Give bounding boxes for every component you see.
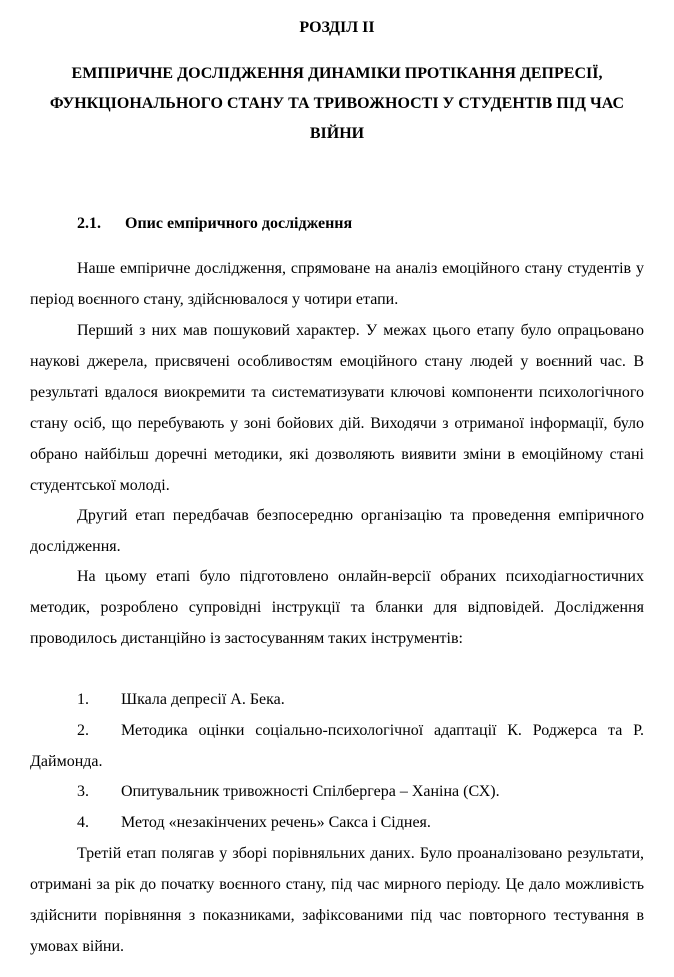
paragraph-4: На цьому етапі було підготовлено онлайн-версії обраних психодіагностичних методик, розроблено супровідні інструкції та бланки для відповідей. Дослідження проводилось дистанційно із застосуванням таких інструментів: (30, 568, 644, 647)
list-item-number: 1. (77, 691, 89, 708)
list-item-3 (30, 776, 644, 807)
paragraph-2: Перший з них мав пошуковий характер. У межах цього етапу було опрацьовано наукові джерела, присвячені особливостям емоційного стану людей у воєнний час. В результаті вдалося виокремити та систематизувати ключові компоненти психологічного стану осіб, що перебувають у зоні бойових дій. Виходячи з отриманої інформації, було обрано найбільш доречні методики, які дозволяють виявити зміни в емоційному стані студентської молоді. (30, 322, 644, 494)
list-item-4 (30, 807, 644, 838)
paragraph-5: Третій етап полягав у зборі порівняльних даних. Було проаналізовано результати, отримані за рік до початку воєнного стану, під час мирного періоду. Це дало можливість здійснити порівняння з показниками, зафіксованими під час повторного тестування в умовах війни. (30, 845, 644, 955)
list-item-number: 2. (77, 722, 89, 739)
section-heading (77, 213, 352, 235)
list-item-text: Метод «незакінчених речень» Сакса і Сіднея. (121, 814, 431, 831)
paragraph-3: Другий етап передбачав безпосередню організацію та проведення емпіричного дослідження. (30, 507, 644, 555)
list-item-text: Опитувальник тривожності Спілбергера – Ханіна (СХ). (121, 783, 500, 800)
section-number: 2.1. (77, 215, 101, 232)
list-item-text: Шкала депресії А. Бека. (121, 691, 285, 708)
list-item-2 (30, 715, 644, 777)
chapter-label: РОЗДІЛ ІІ (299, 19, 375, 36)
paragraph-1: Наше емпіричне дослідження, спрямоване на аналіз емоційного стану студентів у період воєнного стану, здійснювалося у чотири етапи. (30, 260, 644, 308)
section-title: Опис емпіричного дослідження (125, 215, 353, 232)
list-item-1 (30, 684, 644, 715)
list-item-number: 3. (77, 783, 89, 800)
chapter-title: ЕМПІРИЧНЕ ДОСЛІДЖЕННЯ ДИНАМІКИ ПРОТІКАННЯ ДЕПРЕСІЇ, ФУНКЦІОНАЛЬНОГО СТАНУ ТА ТРИВОЖНОСТІ У СТУДЕНТІВ ПІД ЧАС ВІЙНИ (49, 65, 625, 142)
list-item-text: Методика оцінки соціально-психологічної адаптації К. Роджерса та Р. Даймонда. (30, 722, 644, 770)
list-item-number: 4. (77, 814, 89, 831)
